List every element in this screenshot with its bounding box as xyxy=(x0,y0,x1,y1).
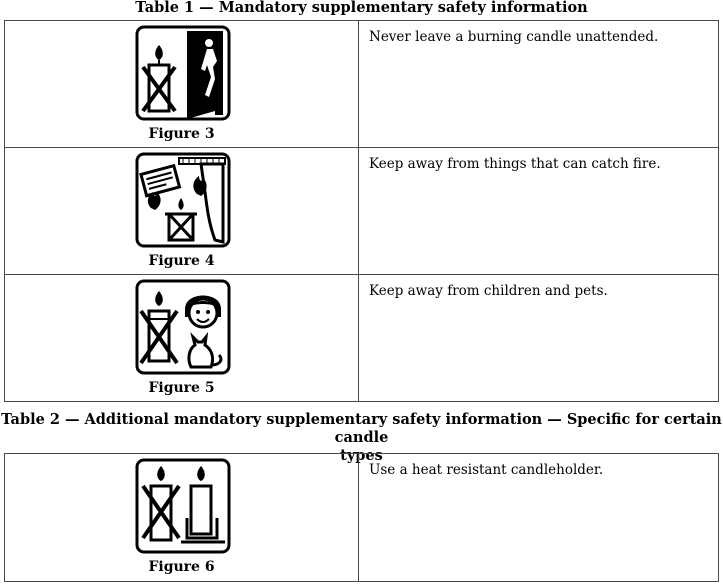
text-cell xyxy=(359,21,719,148)
figure-label: Figure 4 xyxy=(148,253,215,269)
safety-text: Never leave a burning candle unattended. xyxy=(369,29,659,45)
table-2 xyxy=(4,453,719,582)
table-row xyxy=(5,454,719,582)
unattended-candle-pictogram xyxy=(135,25,231,121)
pictogram-cell xyxy=(5,148,359,275)
flammable-items-pictogram xyxy=(135,152,231,248)
table-row xyxy=(5,148,719,275)
safety-text: Use a heat resistant candleholder. xyxy=(369,462,604,478)
figure-label: Figure 3 xyxy=(148,126,215,142)
candleholder-pictogram xyxy=(135,458,231,554)
text-cell xyxy=(359,148,719,275)
text-cell xyxy=(359,454,719,582)
pictogram-cell xyxy=(5,21,359,148)
pictogram-cell xyxy=(5,275,359,402)
table-2-caption-line-2: types xyxy=(340,447,383,464)
figure-label: Figure 5 xyxy=(148,380,215,396)
text-cell xyxy=(359,275,719,402)
pictogram-cell xyxy=(5,454,359,582)
table-1 xyxy=(4,20,719,402)
table-2-caption-line-1: Table 2 — Additional mandatory supplementary safety information — Specific for certain candle xyxy=(1,411,722,446)
table-1-caption: Table 1 — Mandatory supplementary safety information xyxy=(135,0,588,16)
children-pets-pictogram xyxy=(135,279,231,375)
table-row xyxy=(5,21,719,148)
safety-text: Keep away from things that can catch fire. xyxy=(369,156,661,172)
figure-label: Figure 6 xyxy=(148,559,215,575)
table-row xyxy=(5,275,719,402)
safety-text: Keep away from children and pets. xyxy=(369,283,608,299)
